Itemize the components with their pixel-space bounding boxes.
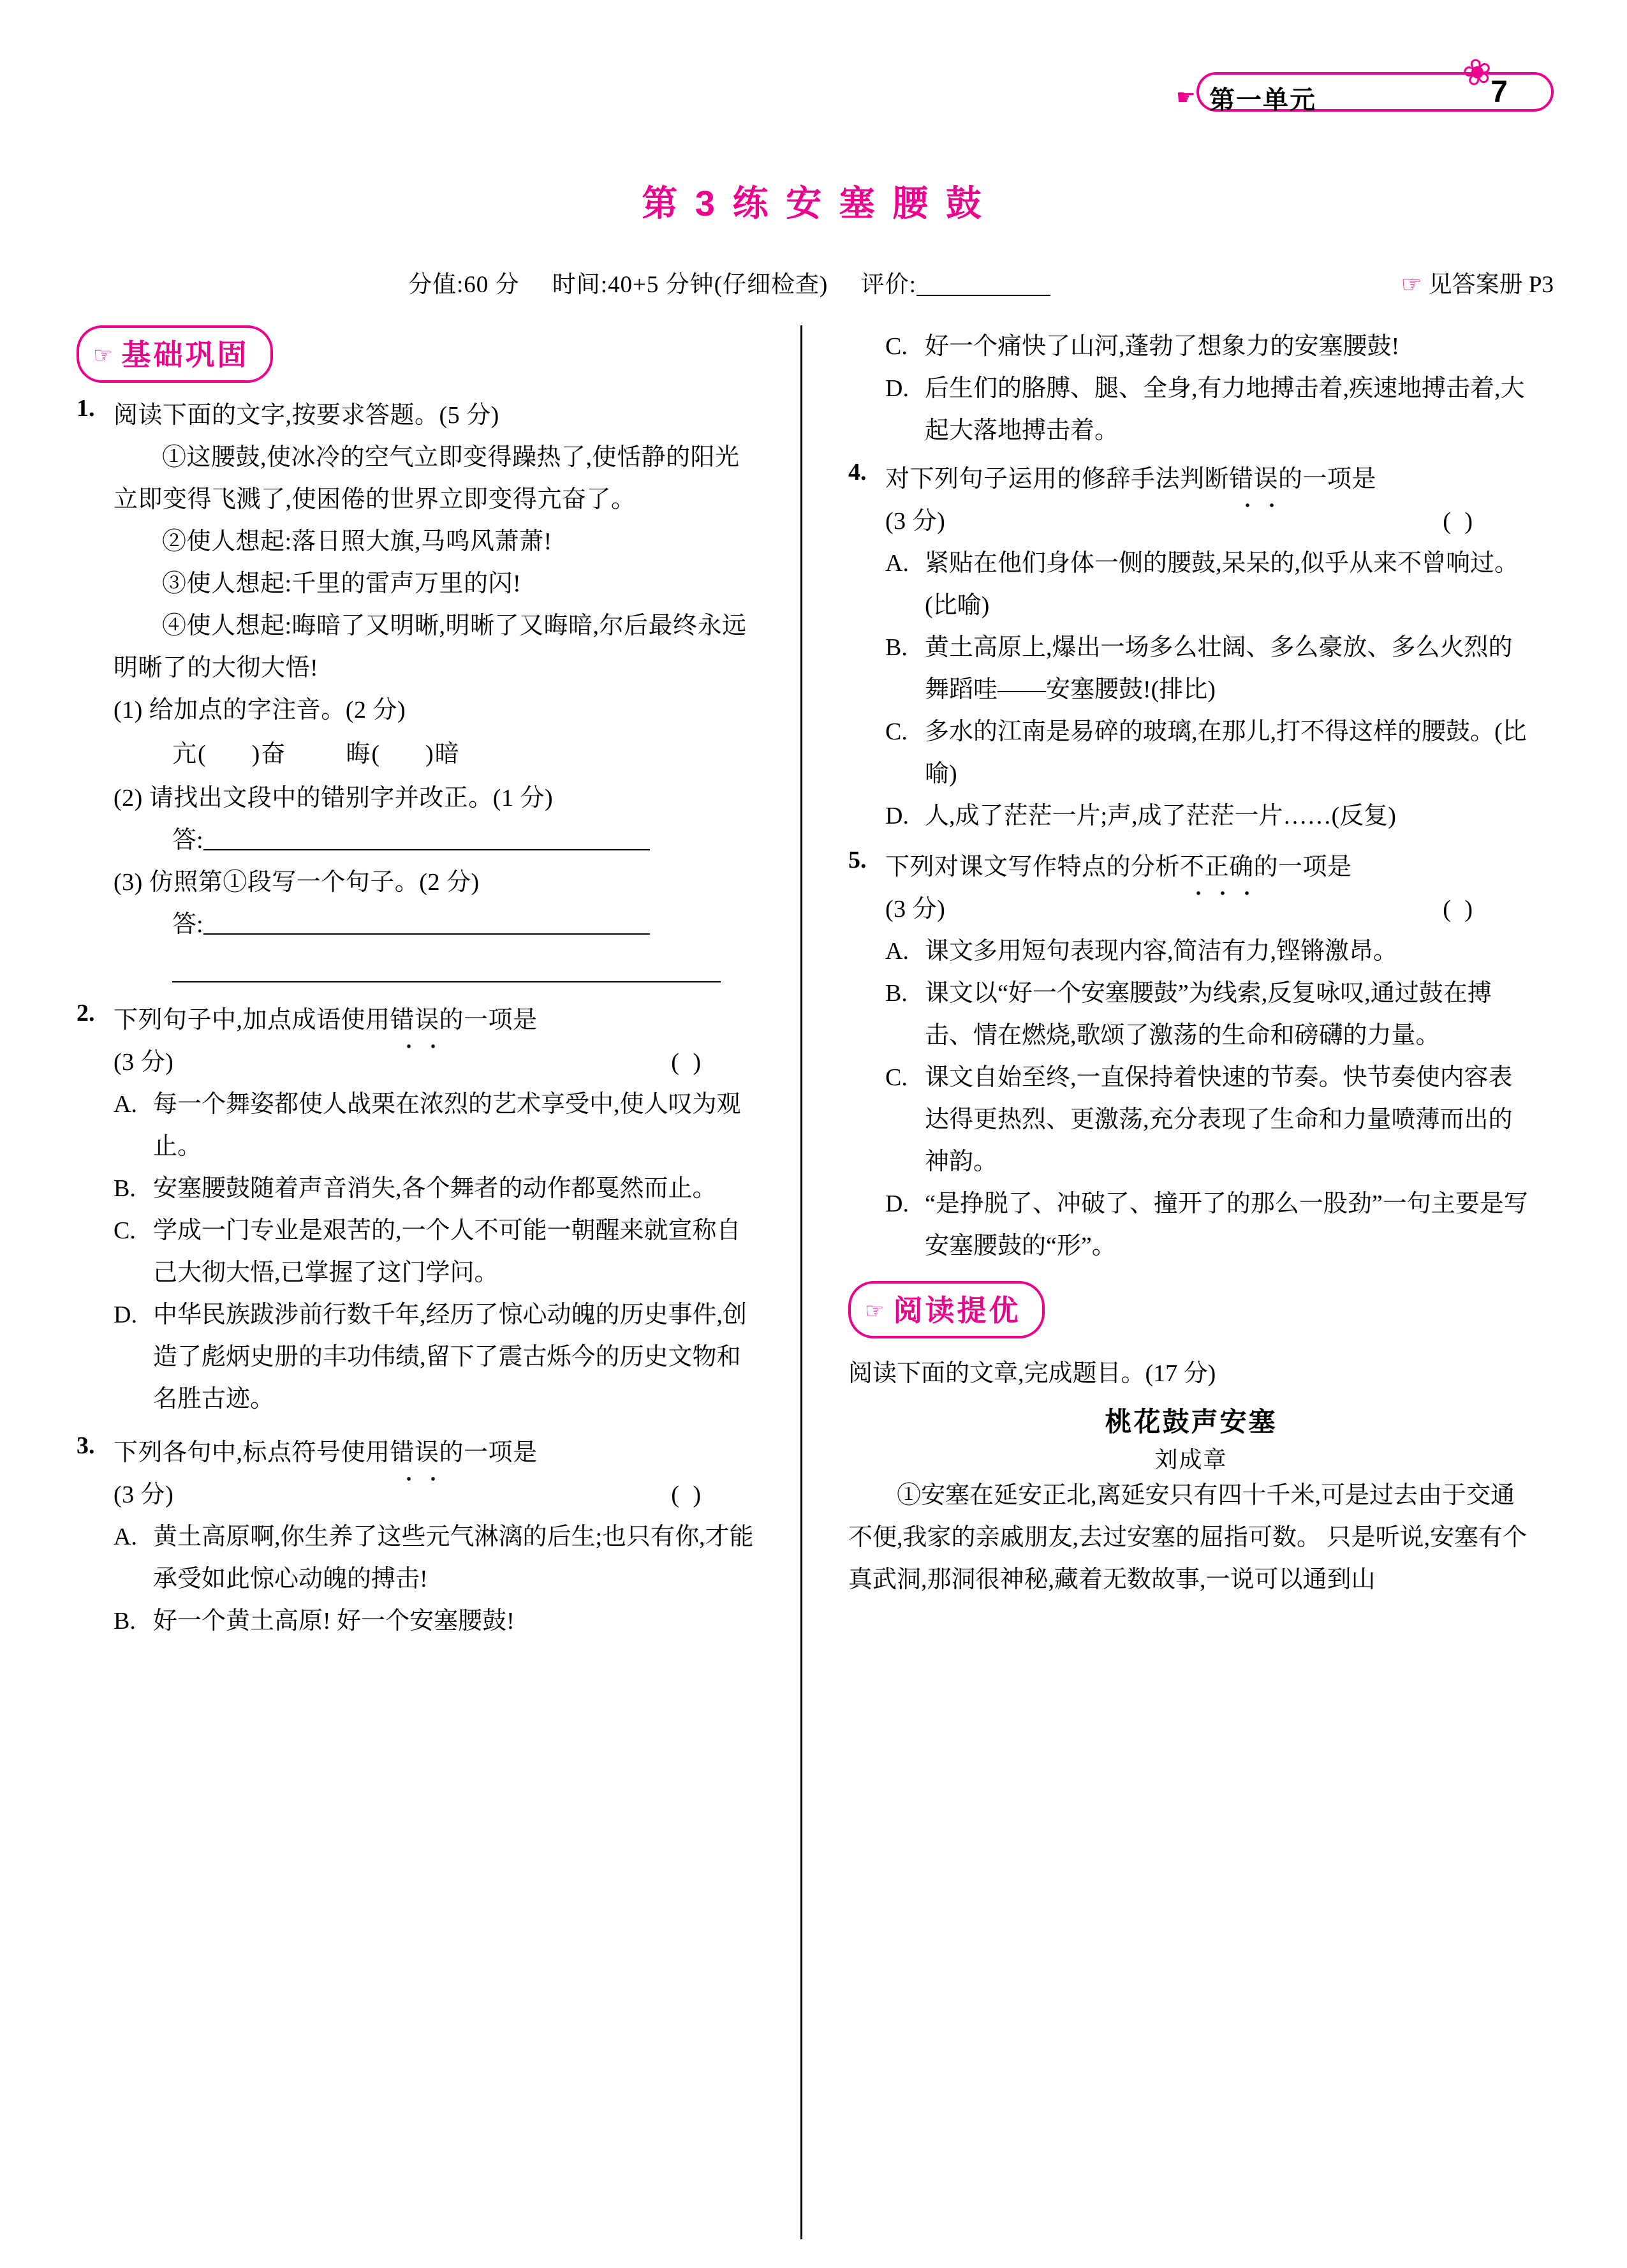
stem-emphasis: 错误 (1229, 458, 1278, 500)
option-text: 后生们的胳膊、腿、全身,有力地搏击着,疾速地搏击着,大起大落地搏击着。 (925, 375, 1525, 444)
answer-line-1[interactable] (172, 819, 762, 861)
option-a[interactable] (114, 1516, 762, 1600)
pointing-hand-icon: ☞ (865, 1300, 885, 1323)
pinyin-a-close: )奋 (251, 741, 287, 767)
stem-part-a: 下列对课文写作特点的分析 (885, 854, 1181, 880)
question-4 (848, 458, 1534, 837)
option-text: 人,成了茫茫一片;声,成了茫茫一片……(反复) (925, 803, 1396, 829)
option-d[interactable] (885, 1183, 1534, 1267)
question-number: 1. (77, 395, 95, 422)
option-letter: C. (885, 1064, 908, 1091)
question-2 (77, 999, 762, 1420)
score-text: (3 分) (114, 1049, 174, 1076)
option-letter: D. (114, 1301, 137, 1328)
option-text: 紧贴在他们身体一侧的腰鼓,呆呆的,似乎从来不曾响过。(比喻) (925, 550, 1519, 619)
pinyin-a-open: 亢( (172, 741, 207, 767)
pointing-hand-icon: ☞ (1401, 272, 1422, 298)
evaluation-label: 评价: (860, 272, 917, 298)
score-text: (3 分) (114, 1481, 174, 1508)
pinyin-answer-row[interactable] (172, 731, 762, 777)
sub-question-1: (1) 给加点的字注音。(2 分) (114, 697, 406, 723)
reading-instruction: 阅读下面的文章,完成题目。(17 分) (848, 1360, 1216, 1387)
option-letter: D. (885, 1190, 909, 1217)
answer-bracket[interactable]: ( ) (1443, 896, 1476, 923)
question-5 (848, 846, 1534, 1267)
answer-rule-extra[interactable] (172, 945, 721, 982)
option-b[interactable] (114, 1167, 762, 1210)
article-paragraph-1: ①安塞在延安正北,离延安只有四十千米,可是过去由于交通不便,我家的亲戚朋友,去过安塞的屈指可数。 只是听说,安塞有个真武洞,那洞很神秘,藏着无数故事,一说可以通到山 (848, 1482, 1528, 1593)
right-column (848, 325, 1534, 1601)
answer-bracket[interactable]: ( ) (671, 1481, 705, 1508)
pointing-hand-icon: ☛ (1176, 86, 1196, 110)
exercise-meta (408, 265, 1050, 299)
option-a[interactable] (885, 930, 1534, 972)
score-text: (3 分) (885, 508, 946, 535)
option-letter: B. (885, 980, 908, 1007)
section-label: 阅读提优 (893, 1294, 1021, 1327)
page-header (1158, 50, 1554, 121)
stem-part-a: 下列各句中,标点符号使用 (114, 1439, 390, 1466)
article-author: 刘成章 (1154, 1447, 1228, 1472)
unit-label: 第一单元 (1209, 86, 1316, 114)
answer-bracket[interactable]: ( ) (1443, 508, 1476, 535)
question-1 (77, 394, 762, 982)
question-3 (77, 1432, 762, 1642)
stem-part-b: 的一项是 (1278, 466, 1377, 493)
option-letter: D. (885, 803, 909, 829)
answer-label: 答: (172, 827, 203, 854)
stem-part-a: 对下列句子运用的修辞手法判断 (885, 466, 1230, 493)
option-letter: D. (885, 375, 909, 402)
answer-line-2[interactable] (172, 903, 762, 945)
pointing-hand-icon: ☞ (93, 344, 113, 367)
time-label: 时间:40+5 分钟(仔细检查) (552, 272, 828, 298)
option-c[interactable] (885, 1056, 1534, 1183)
stem-emphasis: 错误 (390, 1432, 439, 1474)
question-number: 2. (77, 1000, 95, 1027)
option-letter: A. (885, 550, 909, 577)
question-score (885, 500, 1534, 542)
option-c[interactable] (885, 711, 1534, 795)
option-text: 黄土高原上,爆出一场多么壮阔、多么豪放、多么火烈的舞蹈哇——安塞腰鼓!(排比) (925, 634, 1513, 703)
option-letter: A. (114, 1523, 137, 1550)
question-stem (114, 999, 762, 1041)
pinyin-b-open: 晦( (346, 741, 381, 767)
flower-icon: ❀ (1459, 50, 1497, 96)
column-divider (800, 325, 802, 2239)
stem-part-b: 的一项是 (439, 1007, 538, 1034)
option-text: 课文多用短句表现内容,简洁有力,铿锵激昂。 (925, 938, 1398, 965)
question-number: 5. (848, 847, 867, 873)
option-text: 课文以“好一个安塞腰鼓”为线索,反复咏叹,通过鼓在搏击、情在燃烧,歌颂了激荡的生命和磅礴的力量。 (925, 980, 1492, 1049)
answer-bracket[interactable]: ( ) (671, 1049, 705, 1076)
option-letter: C. (885, 718, 908, 745)
left-column (77, 325, 762, 1646)
option-letter: A. (114, 1091, 137, 1118)
score-text: (3 分) (885, 896, 946, 923)
stem-emphasis: 不正确 (1180, 846, 1254, 888)
option-letter: C. (885, 333, 908, 360)
option-a[interactable] (885, 542, 1534, 626)
stem-part-b: 的一项是 (1253, 854, 1352, 880)
sub-question-3: (3) 仿照第①段写一个句子。(2 分) (114, 869, 480, 896)
sub-question-2: (2) 请找出文段中的错别字并改正。(1 分) (114, 785, 554, 812)
page-number: 7 (1491, 75, 1508, 109)
section-badge-reading (848, 1281, 1045, 1338)
option-text: 好一个黄土高原! 好一个安塞腰鼓! (153, 1608, 515, 1634)
option-c-continued[interactable] (885, 325, 1534, 367)
option-b[interactable] (114, 1600, 762, 1642)
option-d-continued[interactable] (885, 367, 1534, 452)
option-letter: B. (885, 634, 908, 661)
question-stem (114, 1432, 762, 1474)
answer-ref-text: 见答案册 P3 (1428, 272, 1554, 298)
question-number: 3. (77, 1432, 95, 1459)
option-text: 安塞腰鼓随着声音消失,各个舞者的动作都戛然而止。 (153, 1175, 717, 1202)
option-text: 好一个痛快了山河,蓬勃了想象力的安塞腰鼓! (925, 333, 1400, 360)
option-text: “是挣脱了、冲破了、撞开了的那么一股劲”一句主要是写安塞腰鼓的“形”。 (925, 1190, 1528, 1259)
option-letter: A. (885, 938, 909, 965)
stem-emphasis: 错误 (390, 999, 439, 1041)
passage-1: ①这腰鼓,使冰冷的空气立即变得躁热了,使恬静的阳光立即变得飞溅了,使困倦的世界立即变得亢奋了。 (114, 444, 740, 513)
question-stem (885, 458, 1534, 500)
option-letter: C. (114, 1217, 136, 1244)
evaluation-blank[interactable] (917, 272, 1050, 296)
stem-part-b: 的一项是 (439, 1439, 538, 1466)
answer-reference (1401, 265, 1554, 299)
section-label: 基础巩固 (121, 338, 249, 371)
page-title: 第 3 练 安 塞 腰 鼓 (642, 183, 985, 223)
question-number: 4. (848, 459, 867, 485)
option-text: 中华民族跋涉前行数千年,经历了惊心动魄的历史事件,创造了彪炳史册的丰功伟绩,留下了震古烁今的历史文物和名胜古迹。 (153, 1301, 747, 1412)
answer-rule[interactable] (203, 912, 650, 935)
option-b[interactable] (885, 626, 1534, 711)
option-b[interactable] (885, 972, 1534, 1056)
question-stem: 阅读下面的文字,按要求答题。(5 分) (114, 402, 499, 429)
passage-3: ③使人想起:千里的雷声万里的闪! (162, 570, 522, 597)
option-text: 黄土高原啊,你生养了这些元气淋漓的后生;也只有你,才能承受如此惊心动魄的搏击! (153, 1523, 754, 1592)
stem-part-a: 下列句子中,加点成语使用 (114, 1007, 390, 1034)
option-text: 学成一门专业是艰苦的,一个人不可能一朝醒来就宣称自己大彻大悟,已掌握了这门学问。 (153, 1217, 741, 1286)
pinyin-b-close: )暗 (425, 741, 460, 767)
section-badge-basics (77, 325, 273, 383)
option-letter: B. (114, 1608, 136, 1634)
article-title: 桃花鼓声安塞 (1105, 1407, 1277, 1437)
answer-rule[interactable] (203, 827, 650, 850)
passage-2: ②使人想起:落日照大旗,马鸣风萧萧! (162, 528, 552, 555)
passage-4: ④使人想起:晦暗了又明晰,明晰了又晦暗,尔后最终永远明晰了的大彻大悟! (114, 612, 747, 681)
question-stem (885, 846, 1534, 888)
option-c[interactable] (114, 1210, 762, 1294)
option-text: 课文自始至终,一直保持着快速的节奏。快节奏使内容表达得更热烈、更激荡,充分表现了生命和力量喷薄而出的神韵。 (925, 1064, 1513, 1175)
option-letter: B. (114, 1175, 136, 1202)
score-label: 分值:60 分 (408, 272, 520, 298)
answer-label: 答: (172, 911, 203, 938)
option-d[interactable] (885, 795, 1534, 837)
option-text: 每一个舞姿都使人战栗在浓烈的艺术享受中,使人叹为观止。 (153, 1091, 741, 1160)
option-text: 多水的江南是易碎的玻璃,在那儿,打不得这样的腰鼓。(比喻) (925, 718, 1527, 787)
option-d[interactable] (114, 1294, 762, 1420)
option-a[interactable] (114, 1083, 762, 1167)
